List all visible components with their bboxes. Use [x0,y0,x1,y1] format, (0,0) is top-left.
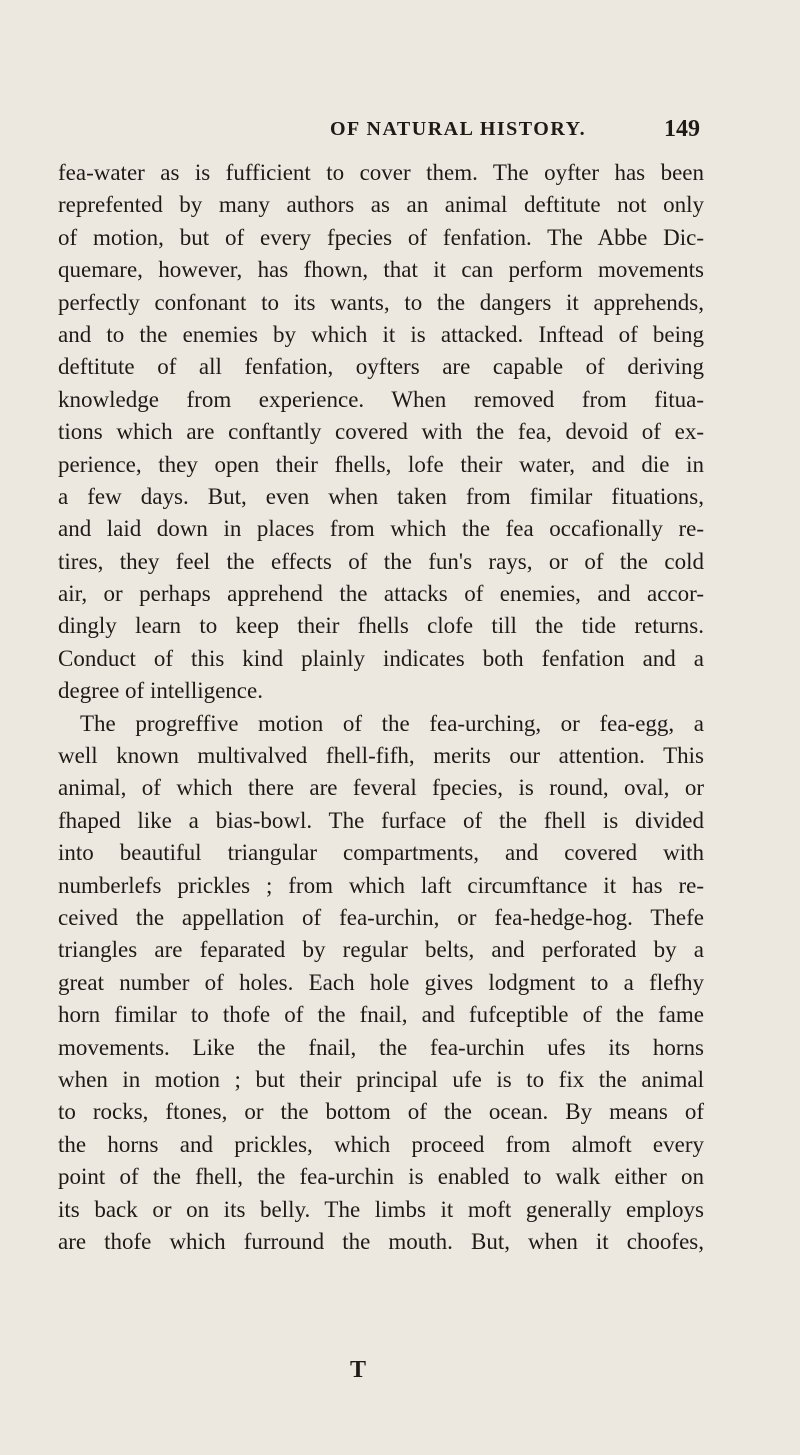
text-line: movements. Like the fnail, the fea-urchin ufes its horns [58,1034,704,1060]
text-line: air, or perhaps apprehend the attacks of enemies, and accor- [58,581,704,607]
text-line: dingly learn to keep their fhells clofe till the tide returns. [58,613,704,639]
paragraph-end-line: degree of intelligence. [58,678,263,704]
text-line: the horns and prickles, which proceed from almoft every [58,1131,704,1157]
text-line: point of the fhell, the fea-urchin is enabled to walk either on [58,1164,704,1190]
running-head: OF NATURAL HISTORY. [330,118,587,140]
text-line: animal, of which there are feveral fpecies, is round, oval, or [58,775,704,801]
text-line: when in motion ; but their principal ufe is to fix the animal [58,1066,704,1092]
text-line: of motion, but of every fpecies of fenfation. The Abbe Dic- [58,224,704,250]
text-line: are thofe which furround the mouth. But, when it choofes, [58,1228,704,1254]
text-line: its back or on its belly. The limbs it moft generally employs [58,1196,704,1222]
paragraph-start-line: The progreffive motion of the fea-urching, or fea-egg, a [80,710,704,736]
text-line: ceived the appellation of fea-urchin, or fea-hedge-hog. Thefe [58,904,704,930]
text-line: perfectly confonant to its wants, to the dangers it apprehends, [58,289,704,315]
text-line: tires, they feel the effects of the fun's rays, or of the cold [58,548,704,574]
text-line: to rocks, ftones, or the bottom of the ocean. By means of [58,1099,704,1125]
text-line: into beautiful triangular compartments, and covered with [58,840,704,866]
body-text [58,157,704,1258]
text-line: knowledge from experience. When removed from fitua- [58,386,704,412]
text-line: quemare, however, has fhown, that it can perform movements [58,257,704,283]
text-line: great number of holes. Each hole gives lodgment to a flefhy [58,969,704,995]
text-line: well known multivalved fhell-fifh, merits our attention. This [58,743,704,769]
text-line: tions which are conftantly covered with the fea, devoid of ex- [58,419,704,445]
page-number: 149 [664,116,700,142]
text-line: a few days. But, even when taken from fimilar fituations, [58,483,704,509]
text-line: deftitute of all fenfation, oyfters are capable of deriving [58,354,704,380]
text-line: perience, they open their fhells, lofe their water, and die in [58,451,704,477]
text-line: Conduct of this kind plainly indicates both fenfation and a [58,645,704,671]
page-header [330,118,700,148]
text-line: fhaped like a bias-bowl. The furface of the fhell is divided [58,807,704,833]
text-line: and laid down in places from which the fea occafionally re- [58,516,704,542]
signature-mark: T [350,1357,367,1383]
text-line: and to the enemies by which it is attacked. Inftead of being [58,321,704,347]
text-line: fea-water as is fufficient to cover them. The oyfter has been [58,160,704,185]
text-line: horn fimilar to thofe of the fnail, and fufceptible of the fame [58,1002,704,1028]
text-line: numberlefs prickles ; from which laft circumftance it has re- [58,872,704,898]
text-line: triangles are feparated by regular belts, and perforated by a [58,937,704,963]
text-line: reprefented by many authors as an animal deftitute not only [58,192,704,218]
